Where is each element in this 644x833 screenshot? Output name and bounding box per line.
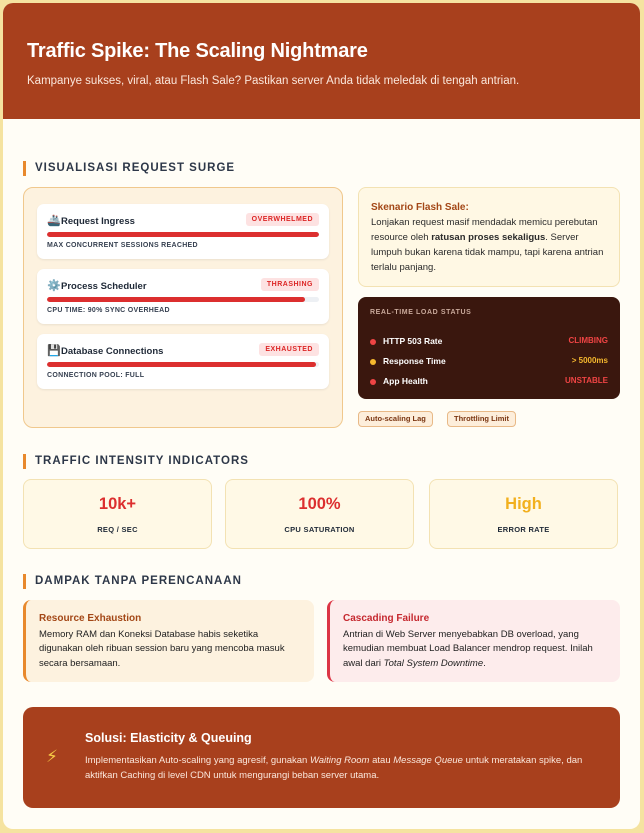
page-card [3, 3, 640, 829]
status-key: App Health [383, 376, 428, 386]
status-badge: OVERWHELMED [246, 213, 319, 226]
process-name: Process Scheduler [61, 281, 147, 292]
status-dot [370, 379, 376, 385]
load-bar-fill [47, 232, 319, 237]
load-status-panel [358, 297, 620, 399]
request-surge-panel [23, 187, 343, 428]
status-dot [370, 339, 376, 345]
process-detail: MAX CONCURRENT SESSIONS REACHED [47, 242, 198, 249]
metric-value: 100% [298, 495, 341, 513]
metric-value: High [505, 495, 542, 513]
scenario-box [358, 187, 620, 287]
page-header [3, 3, 640, 119]
metric-card-req-sec [23, 479, 212, 549]
tag-throttling-limit: Throttling Limit [447, 411, 516, 427]
status-value: UNSTABLE [565, 376, 608, 385]
gear-icon: ⚙️ [47, 280, 61, 292]
impact-title: Cascading Failure [343, 613, 430, 624]
status-key: Response Time [383, 356, 446, 366]
page-subtitle: Kampanye sukses, viral, atau Flash Sale? Pastikan server Anda tidak meledak di tengah antrian. [27, 75, 520, 87]
process-card-request-ingress [37, 204, 329, 259]
status-value: > 5000ms [571, 356, 608, 365]
status-badge: THRASHING [261, 278, 319, 291]
impact-text: Memory RAM dan Koneksi Database habis seketika digunakan oleh ribuan session baru yang mencoba masuk secara bersamaan. [39, 628, 285, 669]
impact-card-cascading-failure [327, 600, 620, 682]
status-badge: EXHAUSTED [259, 343, 319, 356]
scenario-title: Skenario Flash Sale: [371, 202, 469, 213]
load-bar [47, 297, 319, 302]
section-title-impact: DAMPAK TANPA PERENCANAAN [23, 574, 242, 589]
metric-caption: REQ / SEC [97, 525, 138, 534]
metric-card-cpu-saturation [225, 479, 414, 549]
metric-value: 10k+ [98, 495, 137, 513]
solution-text: Implementasikan Auto-scaling yang agresif, gunakan Waiting Room atau Message Queue untuk meratakan spike, dan aktifkan Caching di level CDN untuk mengurangi beban server utama. [85, 755, 583, 781]
load-bar-fill [47, 297, 305, 302]
metric-caption: CPU SATURATION [284, 525, 355, 534]
status-row-response-time [370, 356, 608, 368]
process-detail: CONNECTION POOL: FULL [47, 372, 145, 379]
status-row-http-503 [370, 336, 608, 348]
process-name: Database Connections [61, 346, 164, 357]
load-bar-fill [47, 362, 316, 367]
load-bar [47, 232, 319, 237]
process-detail: CPU TIME: 90% SYNC OVERHEAD [47, 307, 170, 314]
metric-card-error-rate [429, 479, 618, 549]
solution-title: Solusi: Elasticity & Queuing [85, 731, 252, 745]
lightning-icon: ⚡ [46, 747, 58, 766]
load-status-label: REAL-TIME LOAD STATUS [370, 309, 472, 316]
page-title: Traffic Spike: The Scaling Nightmare [27, 40, 368, 62]
floppy-disk-icon: 💾 [47, 345, 61, 357]
impact-card-resource-exhaustion [23, 600, 314, 682]
status-key: HTTP 503 Rate [383, 336, 443, 346]
status-dot [370, 359, 376, 365]
load-bar [47, 362, 319, 367]
ship-icon: 🚢 [47, 215, 61, 227]
metric-caption: ERROR RATE [497, 525, 550, 534]
tag-auto-scaling-lag: Auto-scaling Lag [358, 411, 433, 427]
impact-title: Resource Exhaustion [39, 613, 142, 624]
impact-text: Antrian di Web Server menyebabkan DB overload, yang kemudian membuat Load Balancer mendrop request. Inilah awal dari Total System Downtime. [343, 628, 593, 669]
section-title-visualization: VISUALISASI REQUEST SURGE [23, 161, 235, 176]
section-title-intensity: TRAFFIC INTENSITY INDICATORS [23, 454, 249, 469]
solution-banner [23, 707, 620, 808]
status-value: CLIMBING [568, 336, 608, 345]
process-card-database-connections [37, 334, 329, 389]
process-card-process-scheduler [37, 269, 329, 324]
process-name: Request Ingress [61, 216, 135, 227]
status-row-app-health [370, 376, 608, 388]
scenario-text: Lonjakan request masif mendadak memicu perebutan resource oleh ratusan proses sekaligus. Server lumpuh bukan karena tidak mampu, tapi karena antrian terlalu panjang. [371, 217, 604, 273]
